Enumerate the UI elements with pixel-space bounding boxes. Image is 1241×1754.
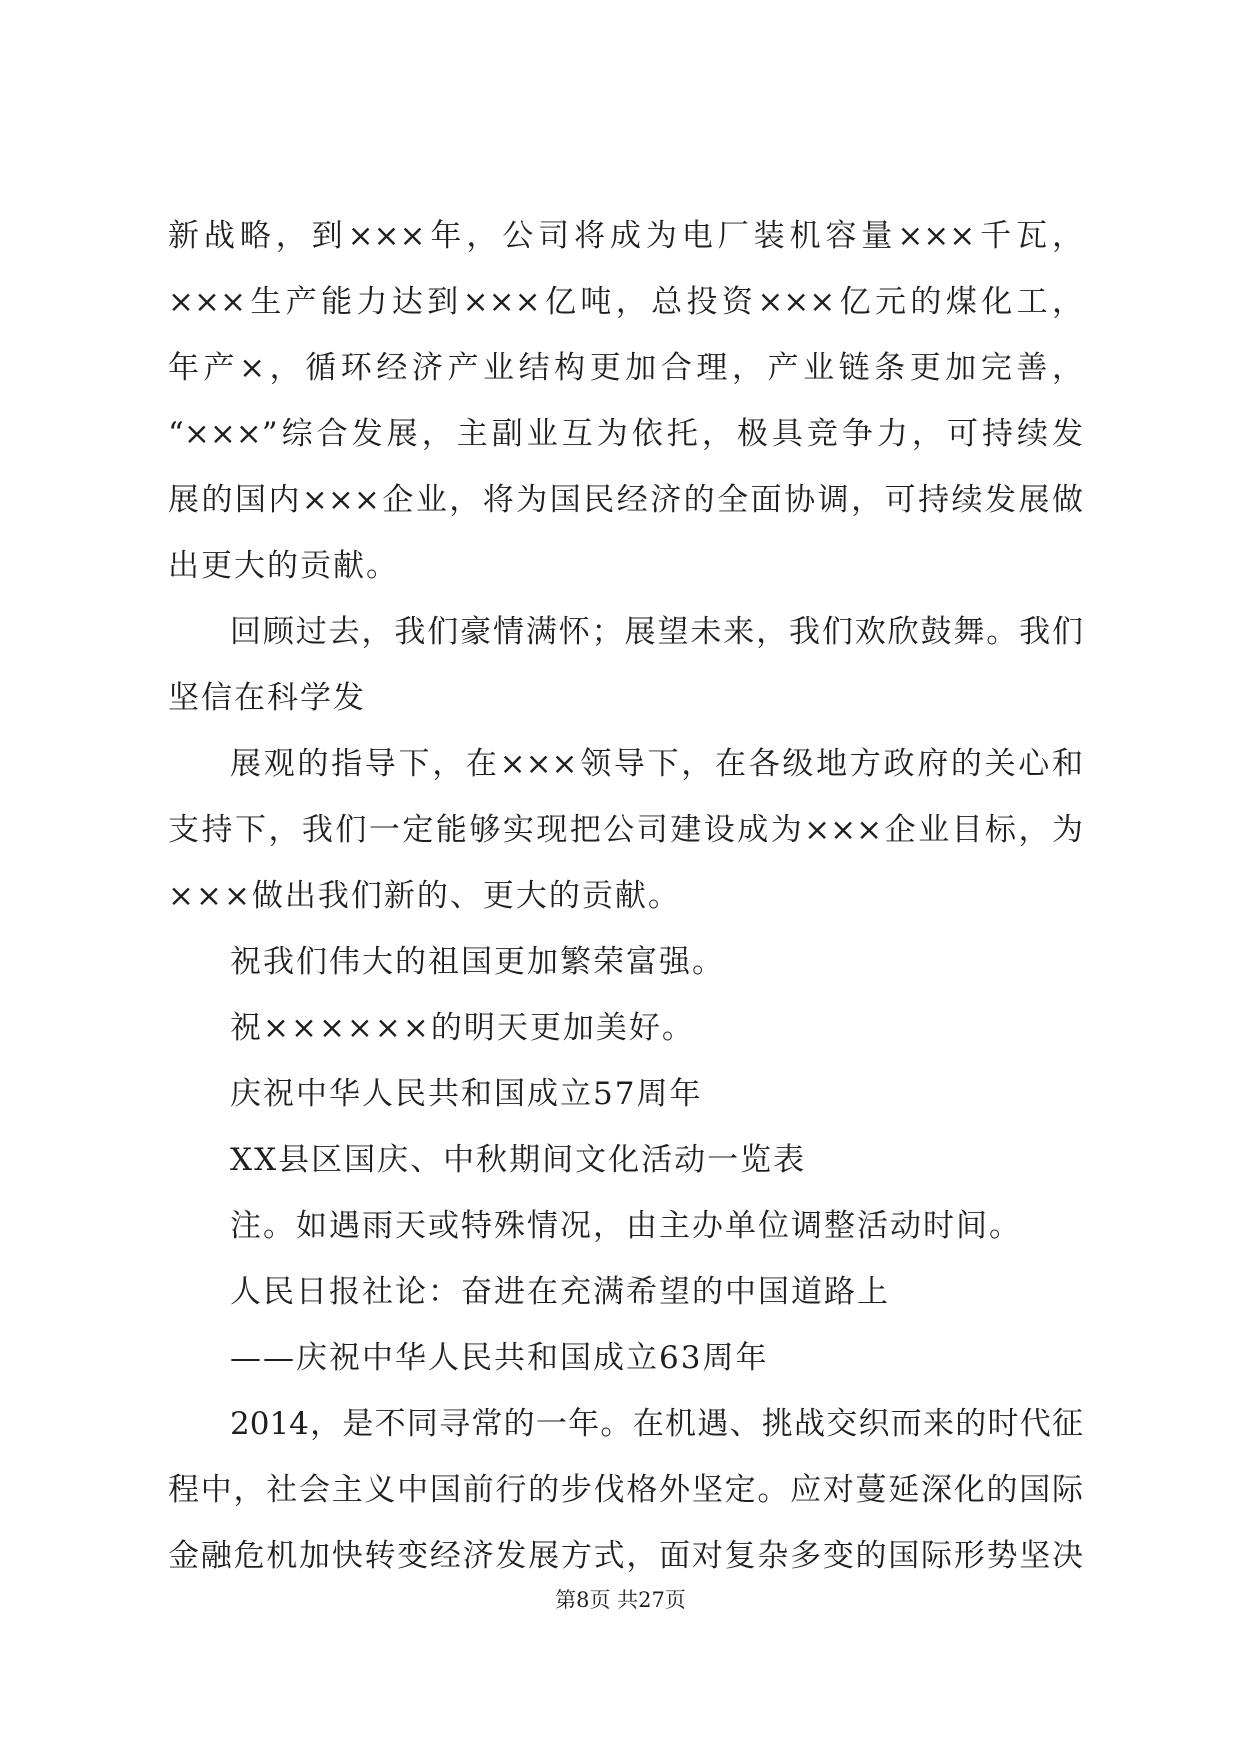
text-line: ——庆祝中华人民共和国成立63周年 — [230, 1340, 769, 1376]
text-line: 展的国内×××企业，将为国民经济的全面协调，可持续发展做 — [168, 482, 1083, 518]
text-line: 坚信在科学发 — [168, 680, 366, 716]
text-line: 注。如遇雨天或特殊情况，由主办单位调整活动时间。 — [230, 1208, 1022, 1244]
text-line: 程中，社会主义中国前行的步伐格外坚定。应对蔓延深化的国际 — [168, 1472, 1083, 1508]
text-line: 出更大的贡献。 — [168, 548, 399, 584]
text-line: 金融危机加快转变经济发展方式，面对复杂多变的国际形势坚决 — [168, 1538, 1083, 1574]
text-line: 2014，是不同寻常的一年。在机遇、挑战交织而来的时代征 — [230, 1406, 1083, 1442]
text-line: 庆祝中华人民共和国成立57周年 — [230, 1076, 703, 1112]
text-line: “×××”综合发展，主副业互为依托，极具竞争力，可持续发 — [168, 416, 1083, 452]
text-line: 回顾过去，我们豪情满怀；展望未来，我们欢欣鼓舞。我们 — [230, 614, 1083, 650]
page-number-footer: 第8页 共27页 — [555, 1588, 686, 1612]
text-line: 祝××××××的明天更加美好。 — [230, 1010, 695, 1046]
text-line: ×××做出我们新的、更大的贡献。 — [168, 878, 681, 914]
text-line: 支持下，我们一定能够实现把公司建设成为×××企业目标，为 — [168, 812, 1083, 848]
text-line: 人民日报社论：奋进在充满希望的中国道路上 — [230, 1274, 890, 1310]
text-line: 展观的指导下，在×××领导下，在各级地方政府的关心和 — [230, 746, 1083, 782]
text-line: ×××生产能力达到×××亿吨，总投资×××亿元的煤化工， — [168, 284, 1083, 320]
body-text — [168, 203, 1083, 1589]
text-line: 年产×，循环经济产业结构更加合理，产业链条更加完善， — [168, 350, 1083, 386]
text-line: 祝我们伟大的祖国更加繁荣富强。 — [230, 944, 725, 980]
text-line: XX县区国庆、中秋期间文化活动一览表 — [230, 1142, 807, 1178]
text-line: 新战略，到×××年，公司将成为电厂装机容量×××千瓦， — [168, 218, 1083, 254]
